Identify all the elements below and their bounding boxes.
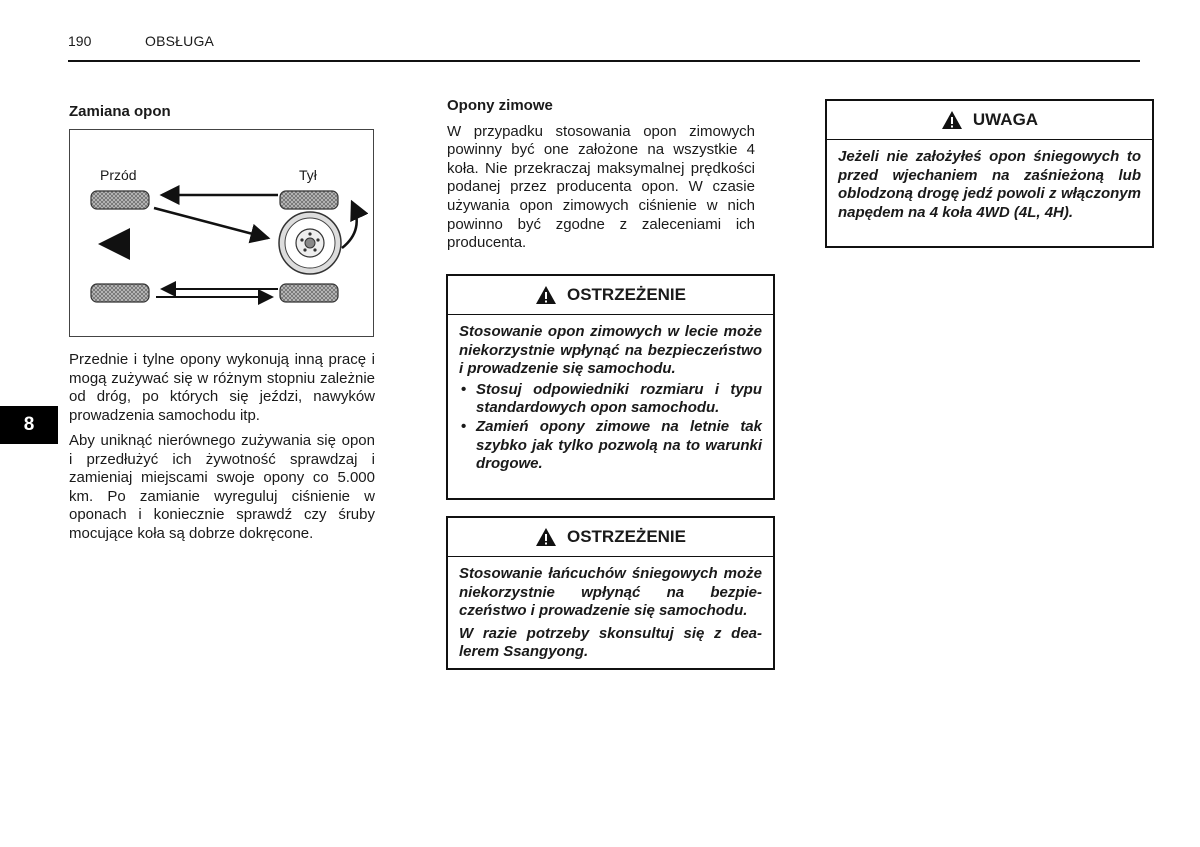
tire-rear-right <box>280 284 338 302</box>
chapter-tab: 8 <box>0 406 58 444</box>
tire-front-right <box>91 284 149 302</box>
header-rule <box>68 60 1140 62</box>
tire-front-left <box>91 191 149 209</box>
warning-header <box>448 276 773 315</box>
tire-rear-left <box>280 191 338 209</box>
warning-title: OSTRZEŻENIE <box>566 527 686 546</box>
label-rear: Tył <box>299 167 317 183</box>
rotation-graphic <box>70 130 375 338</box>
page-number: 190 <box>68 33 92 49</box>
winter-tires-column <box>447 97 755 253</box>
spare-wheel-icon <box>279 212 341 274</box>
warning-text: Stosowanie łańcuchów śniegowych może niekorzystnie wpłynąć na bezpie-czeństwo i prowadzenie się samochodu. <box>459 565 762 620</box>
warning-bullet: • Zamień opony zimowe na letnie tak szybko jak tylko pozwolą na to warunki drogowe. <box>459 418 762 474</box>
rotation-paragraph-1: Przednie i tylne opony wykonują inną pracę i mogą zużywać się w różnym stopniu zależnie od dróg, po których się jeździ, nawyków prowadzenia samochodu itp. <box>69 351 375 424</box>
warning-body <box>448 315 773 482</box>
arrow-front-to-spare <box>154 208 268 238</box>
rotation-paragraph-2: Aby uniknąć nierównego zużywania się opon i przedłużyć ich żywotność sprawdzaj i zamieniaj miejscami swoje opony co 5.000 km. Po zamianie wyreguluj ciśnienie w oponach i koniecznie sprawdź czy śruby mocujące koła są dobrze dokręcone. <box>69 432 375 542</box>
warning-text: Stosowanie opon zimowych w lecie może niekorzystnie wpłynąć na bezpieczeństwo i prowadzenie się samochodu. <box>459 323 762 378</box>
warning-triangle-icon <box>535 285 557 305</box>
warning-box-1 <box>446 274 775 500</box>
warning-triangle-icon <box>535 527 557 547</box>
warning-header <box>448 518 773 557</box>
warning-body <box>448 557 773 670</box>
warning-triangle-icon <box>941 110 963 130</box>
tire-rotation-column <box>69 103 375 122</box>
warning-bullets <box>459 381 762 474</box>
winter-tires-paragraph: W przypadku stosowania opon zimowych powinny być one założone na wszystkie 4 koła. Nie przekraczaj maksymalnej prędkości podanej przez producenta opon. W czasie używania opon zimowych ciśnienie w nich powinno być zgodne z zaleceniami ich producenta. <box>447 122 755 252</box>
warning-bullet: • Stosuj odpowiedniki rozmiaru i typu standardowych opon samochodu. <box>459 381 762 418</box>
caution-text: Jeżeli nie założyłeś opon śniegowych to przed wjechaniem na zaśnieżoną lub oblodzoną drogę jedź powoli z włączonym napędem na 4 koła 4WD (4L, 4H). <box>838 148 1141 221</box>
warning-box-2 <box>446 516 775 670</box>
winter-tires-heading: Opony zimowe <box>447 97 553 114</box>
caution-box <box>825 99 1154 248</box>
caution-body <box>827 140 1152 230</box>
label-front: Przód <box>100 167 137 183</box>
tire-rotation-heading: Zamiana opon <box>69 103 171 120</box>
caution-title: UWAGA <box>972 110 1039 129</box>
caution-header <box>827 101 1152 140</box>
tire-rotation-diagram <box>69 129 374 337</box>
arrow-spare-up <box>342 202 357 248</box>
warning-title: OSTRZEŻENIE <box>566 285 686 304</box>
section-title: OBSŁUGA <box>145 33 215 49</box>
warning-text: W razie potrzeby skonsultuj się z dea-lerem Ssangyong. <box>459 624 762 661</box>
